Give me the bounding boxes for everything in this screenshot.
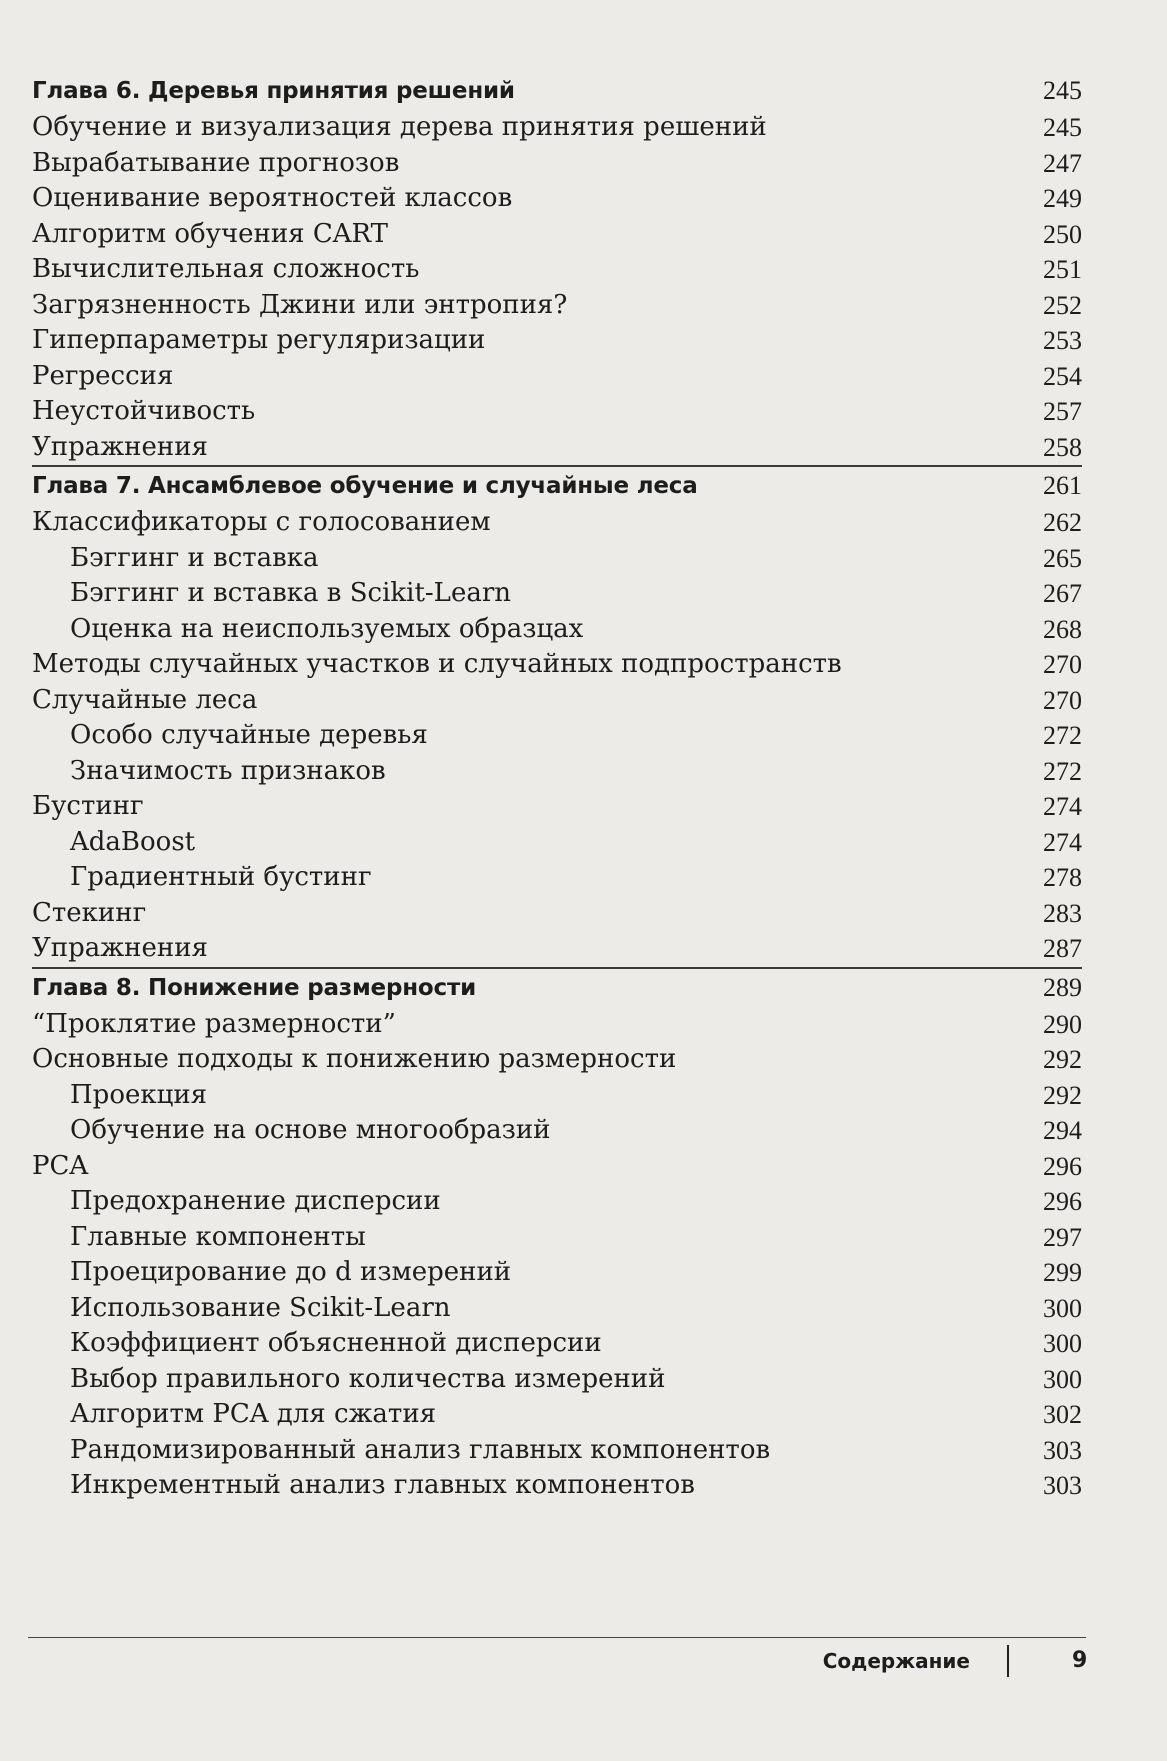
page-number: 299 xyxy=(1043,1258,1082,1287)
page-number: 303 xyxy=(1043,1471,1082,1500)
toc-entry xyxy=(32,1362,1082,1398)
entry-title: Обучение и визуализация дерева принятия решений xyxy=(32,112,767,142)
toc-entry xyxy=(32,252,1082,288)
page-number: 272 xyxy=(1043,721,1082,750)
toc-entry xyxy=(32,860,1082,896)
entry-title: Выбор правильного количества измерений xyxy=(70,1363,666,1394)
entry-title: AdaBoost xyxy=(70,826,196,857)
toc-entry xyxy=(32,1220,1082,1256)
page-number: 290 xyxy=(1043,1009,1082,1039)
page-number: 296 xyxy=(1043,1187,1082,1216)
toc-entry xyxy=(32,718,1082,754)
entry-title: Рандомизированный анализ главных компонентов xyxy=(70,1434,771,1465)
page-number: 251 xyxy=(1043,255,1082,284)
page-number: 265 xyxy=(1043,543,1082,573)
page-number: 278 xyxy=(1043,863,1082,892)
page-number: 287 xyxy=(1043,934,1082,963)
chapter-title: Глава 6. Деревья принятия решений xyxy=(32,78,515,104)
footer-rule xyxy=(28,1637,1086,1638)
toc-entry xyxy=(32,217,1082,253)
toc-entry xyxy=(32,430,1082,466)
toc-entry xyxy=(32,359,1082,395)
entry-title: Упражнения xyxy=(32,431,208,462)
entry-title: Оценивание вероятностей классов xyxy=(32,183,513,213)
entry-title: Регрессия xyxy=(32,360,174,391)
entry-title: Алгоритм PCA для сжатия xyxy=(70,1399,437,1429)
page-number: 292 xyxy=(1043,1080,1082,1110)
toc-entry xyxy=(32,683,1082,719)
page-number: 245 xyxy=(1043,113,1082,142)
page-number: 254 xyxy=(1043,361,1082,391)
toc-chapter-heading xyxy=(32,465,1082,505)
entry-title: Упражнения xyxy=(32,933,208,963)
entry-title: Градиентный бустинг xyxy=(70,862,372,892)
footer-page-number: 9 xyxy=(1072,1648,1088,1673)
page-number: 292 xyxy=(1043,1045,1082,1074)
page-number: 289 xyxy=(1043,972,1082,1002)
page-number: 274 xyxy=(1043,792,1082,821)
toc-entry xyxy=(32,1078,1082,1114)
entry-title: Гиперпараметры регуляризации xyxy=(32,325,486,355)
toc-entry xyxy=(32,576,1082,612)
page-number: 270 xyxy=(1043,650,1082,679)
toc-entry xyxy=(32,181,1082,217)
entry-title: Загрязненность Джини или энтропия? xyxy=(32,289,568,320)
page-number: 296 xyxy=(1043,1151,1082,1181)
toc-entry xyxy=(32,1007,1082,1043)
toc-entry xyxy=(32,1397,1082,1433)
entry-title: Бэггинг и вставка xyxy=(70,542,319,573)
page-number: 302 xyxy=(1043,1400,1082,1429)
page-number: 283 xyxy=(1043,898,1082,928)
toc-entry xyxy=(32,1042,1082,1078)
entry-title: Бэггинг и вставка в Scikit-Learn xyxy=(70,578,512,608)
toc-entry xyxy=(32,541,1082,577)
entry-title: Вычислительная сложность xyxy=(32,254,420,284)
toc-entry xyxy=(32,1113,1082,1149)
toc-entry xyxy=(32,1149,1082,1185)
page-number: 294 xyxy=(1043,1116,1082,1145)
toc-entry xyxy=(32,1255,1082,1291)
page-number: 267 xyxy=(1043,579,1082,608)
toc-chapter-heading xyxy=(32,967,1082,1007)
entry-title: Особо случайные деревья xyxy=(70,720,428,750)
chapter-title: Глава 8. Понижение размерности xyxy=(32,974,476,1001)
entry-title: Предохранение дисперсии xyxy=(70,1186,441,1216)
toc-entry xyxy=(32,1184,1082,1220)
entry-title: Проецирование до d измерений xyxy=(70,1257,512,1287)
entry-title: Коэффициент объясненной дисперсии xyxy=(70,1328,602,1358)
chapter-title: Глава 7. Ансамблевое обучение и случайные леса xyxy=(32,473,698,499)
page-number: 300 xyxy=(1043,1329,1082,1358)
page-number: 272 xyxy=(1043,756,1082,786)
page-number: 247 xyxy=(1043,148,1082,178)
entry-title: Оценка на неиспользуемых образцах xyxy=(70,613,584,644)
page-number: 253 xyxy=(1043,326,1082,355)
entry-title: Стекинг xyxy=(32,897,147,928)
page-number: 258 xyxy=(1043,432,1082,462)
page-number: 250 xyxy=(1043,219,1082,249)
toc-entry xyxy=(32,394,1082,430)
toc-entry xyxy=(32,931,1082,967)
entry-title: Использование Scikit-Learn xyxy=(70,1292,451,1323)
toc-entry xyxy=(32,505,1082,541)
toc-entry xyxy=(32,110,1082,146)
entry-title: Методы случайных участков и случайных подпространств xyxy=(32,649,842,679)
entry-title: Случайные леса xyxy=(32,684,258,715)
toc-entry xyxy=(32,1468,1082,1504)
toc-entry xyxy=(32,789,1082,825)
entry-title: Алгоритм обучения CART xyxy=(32,218,388,249)
entry-title: Проекция xyxy=(70,1079,208,1110)
page-number: 303 xyxy=(1043,1435,1082,1465)
toc-entry xyxy=(32,1291,1082,1327)
toc-entry xyxy=(32,323,1082,359)
toc-entry xyxy=(32,1326,1082,1362)
page-number: 245 xyxy=(1043,76,1082,105)
entry-title: Основные подходы к понижению размерности xyxy=(32,1044,677,1074)
page-number: 297 xyxy=(1043,1222,1082,1252)
entry-title: Главные компоненты xyxy=(70,1221,366,1252)
page-number: 252 xyxy=(1043,290,1082,320)
page-number: 300 xyxy=(1043,1293,1082,1323)
toc-entry xyxy=(32,612,1082,648)
entry-title: Неустойчивость xyxy=(32,396,256,426)
footer-separator xyxy=(1007,1645,1009,1677)
toc-entry xyxy=(32,647,1082,683)
toc-entry xyxy=(32,896,1082,932)
entry-title: Обучение на основе многообразий xyxy=(70,1115,551,1145)
page-number: 274 xyxy=(1043,827,1082,857)
toc-entry xyxy=(32,288,1082,324)
entry-title: Классификаторы с голосованием xyxy=(32,507,491,537)
page-number: 257 xyxy=(1043,397,1082,426)
page-number: 262 xyxy=(1043,508,1082,537)
entry-title: Вырабатывание прогнозов xyxy=(32,147,400,178)
toc-entry xyxy=(32,825,1082,861)
entry-title: Бустинг xyxy=(32,791,144,821)
footer-section-title: Содержание xyxy=(822,1649,970,1673)
toc-entry xyxy=(32,1433,1082,1469)
toc-entry xyxy=(32,754,1082,790)
page-number: 270 xyxy=(1043,685,1082,715)
entry-title: Значимость признаков xyxy=(70,755,386,786)
toc-chapter-heading xyxy=(32,72,1082,110)
page-number: 261 xyxy=(1043,471,1082,500)
entry-title: PCA xyxy=(32,1150,89,1181)
entry-title: “Проклятие размерности” xyxy=(32,1008,396,1039)
table-of-contents xyxy=(32,72,1082,1504)
page-number: 300 xyxy=(1043,1364,1082,1394)
page-number: 268 xyxy=(1043,614,1082,644)
entry-title: Инкрементный анализ главных компонентов xyxy=(70,1470,695,1500)
page-number: 249 xyxy=(1043,184,1082,213)
toc-entry xyxy=(32,146,1082,182)
